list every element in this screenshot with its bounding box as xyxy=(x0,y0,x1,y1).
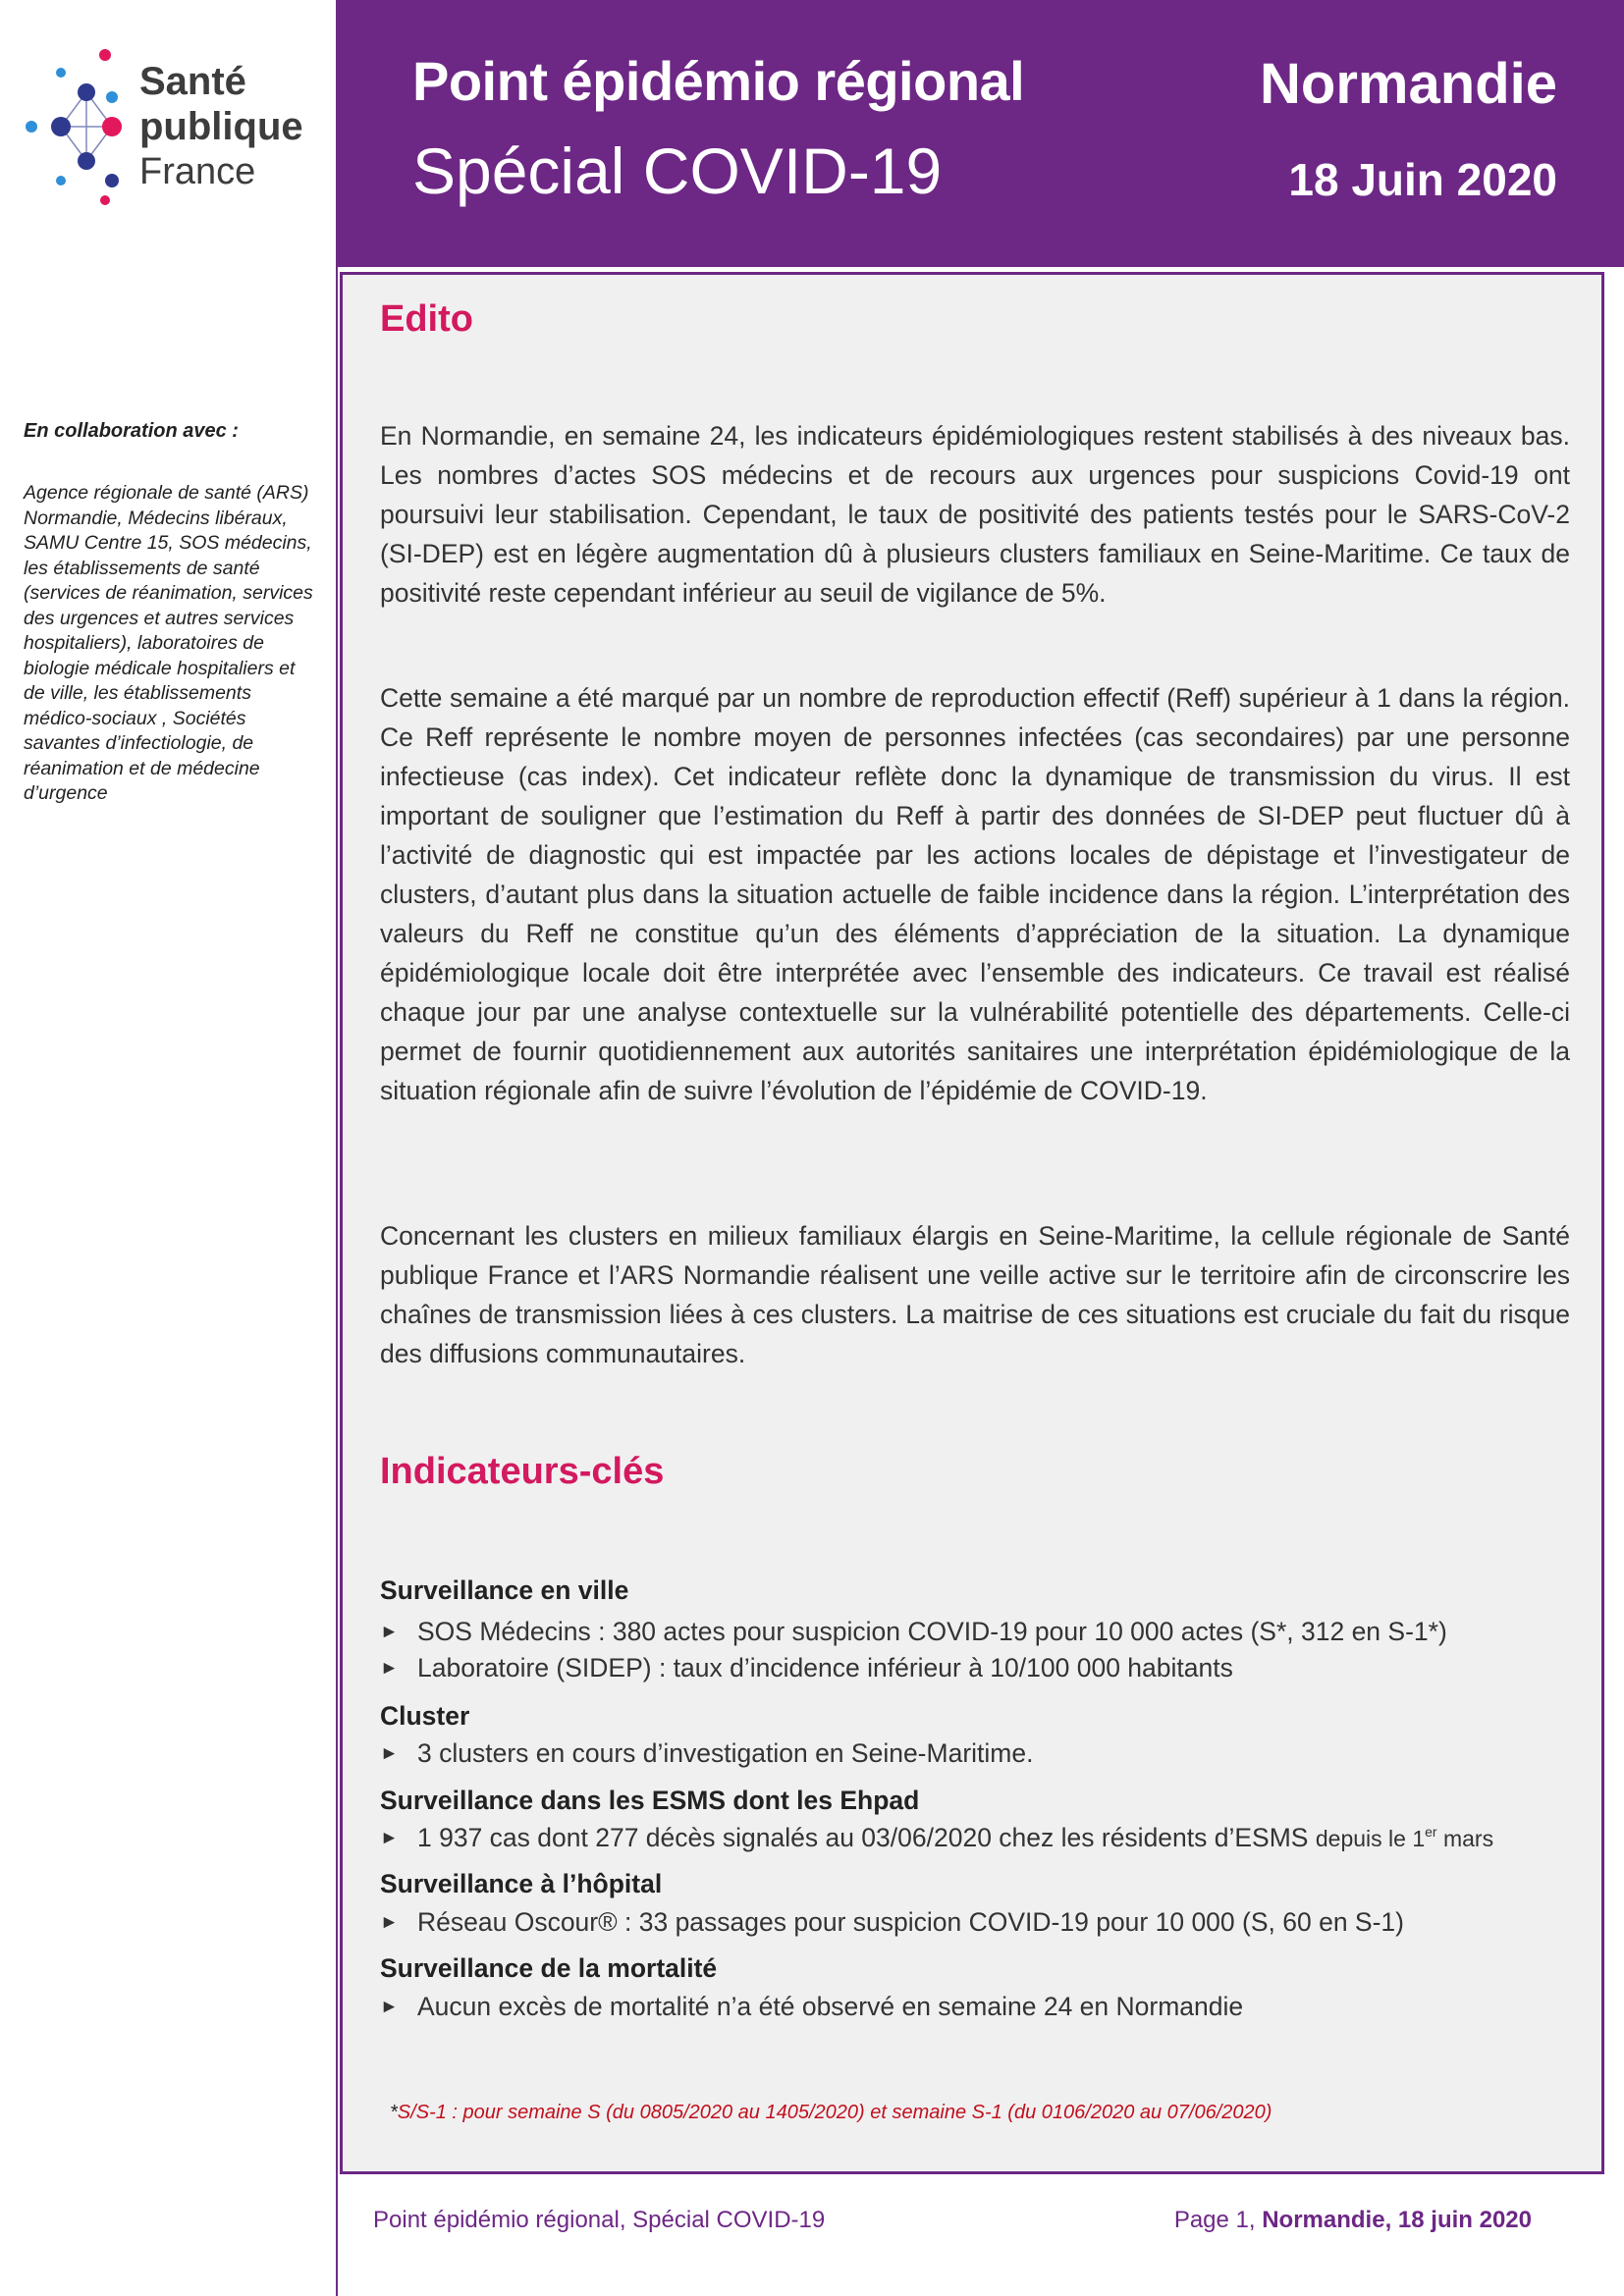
footnote-star: * xyxy=(390,2102,398,2123)
indicator-text: SOS Médecins : 380 actes pour suspicion COVID-19 pour 10 000 actes (S*, 312 en S-1*) xyxy=(417,1617,1447,1646)
indicator-text: Réseau Oscour® : 33 passages pour suspicion COVID-19 pour 10 000 (S, 60 en S-1) xyxy=(417,1907,1404,1937)
indicator-heading-ville: Surveillance en ville xyxy=(380,1575,629,1605)
bullet-arrow-icon: ► xyxy=(380,1622,399,1642)
indicator-text: 3 clusters en cours d’investigation en Seine-Maritime. xyxy=(417,1738,1034,1768)
indicator-heading-hopital: Surveillance à l’hôpital xyxy=(380,1869,663,1898)
logo-line-1: Santé xyxy=(139,60,246,103)
main-content-box xyxy=(340,272,1604,2174)
header-date: 18 Juin 2020 xyxy=(1288,154,1557,205)
indicator-heading-cluster: Cluster xyxy=(380,1701,470,1731)
indicator-item xyxy=(380,1823,1493,1853)
indicator-text: 1 937 cas dont 277 décès signalés au 03/06/2020 chez les résidents d’ESMS xyxy=(417,1823,1309,1852)
left-column xyxy=(0,0,336,2296)
collaboration-text: Agence régionale de santé (ARS) Normandie, Médecins libéraux, SAMU Centre 15, SOS médecins, les établissements de santé (services de réanimation, services des urgences et autres services hospitaliers), laboratoires de biologie médicale hospitaliers et de ville, les établissements médico-sociaux , Sociétés savantes d’infectiologie, de réanimation et de médecine d’urgence xyxy=(24,482,313,804)
edito-paragraph-1: En Normandie, en semaine 24, les indicateurs épidémiologiques restent stabilisés à des niveaux bas. Les nombres d’actes SOS médecins et de recours aux urgences pour suspicions Covid-19 ont poursuivi leur stabilisation. Cependant, le taux de positivité des patients testés pour le SARS-CoV-2 (SI-DEP) est en légère augmentation dû à plusieurs clusters familiaux en Seine-Maritime. Ce taux de positivité reste cependant inférieur au seuil de vigilance de 5%. xyxy=(380,421,1570,608)
logo-wordmark xyxy=(139,59,303,194)
footnote xyxy=(390,2102,1272,2124)
bullet-arrow-icon: ► xyxy=(380,1912,399,1933)
bullet-arrow-icon: ► xyxy=(380,1828,399,1848)
edito-title: Edito xyxy=(380,298,473,340)
indicator-text-small: depuis le 1 xyxy=(1315,1826,1426,1851)
indicator-text: Aucun excès de mortalité n’a été observé en semaine 24 en Normandie xyxy=(417,1992,1244,2021)
footer-region-date: Normandie, 18 juin 2020 xyxy=(1262,2207,1532,2233)
indicator-item xyxy=(380,1992,1243,2022)
header-region: Normandie xyxy=(1260,52,1557,116)
indicator-superscript: er xyxy=(1425,1824,1437,1841)
indicator-item xyxy=(380,1738,1033,1769)
collaboration-title: En collaboration avec : xyxy=(24,420,239,442)
indicator-heading-esms: Surveillance dans les ESMS dont les Ehpad xyxy=(380,1786,920,1815)
indicator-item xyxy=(380,1617,1447,1647)
footnote-text: S/S-1 : pour semaine S (du 0805/2020 au 1405/2020) et semaine S-1 (du 0106/2020 au 07/06/2020) xyxy=(397,2102,1272,2123)
indicators-title: Indicateurs-clés xyxy=(380,1451,665,1492)
header-subtitle: Spécial COVID-19 xyxy=(412,134,943,207)
bullet-arrow-icon: ► xyxy=(380,1997,399,2017)
logo-line-2: publique xyxy=(139,105,303,148)
page-header xyxy=(338,0,1624,267)
sante-publique-france-logo xyxy=(22,43,316,210)
column-divider xyxy=(336,0,338,2296)
logo-dots-icon xyxy=(22,43,139,210)
indicator-heading-mortalite: Surveillance de la mortalité xyxy=(380,1953,718,1983)
bullet-arrow-icon: ► xyxy=(380,1743,399,1764)
header-title: Point épidémio régional xyxy=(412,50,1025,112)
edito-paragraph-2: Cette semaine a été marqué par un nombre de reproduction effectif (Reff) supérieur à 1 dans la région. Ce Reff représente le nombre moyen de personnes infectées (cas secondaires) par une personne infectieuse (cas index). Cet indicateur reflète donc la dynamique de transmission du virus. Il est important de souligner que l’estimation du Reff à partir des données de SI-DEP peut fluctuer dû à l’activité de diagnostic qui est impactée par les actions locales de dépistage et l’investigateur de clusters, d’autant plus dans la situation actuelle de faible incidence dans la région. L’interprétation des valeurs du Reff ne constitue qu’un des éléments d’appréciation de la situation. La dynamique épidémiologique locale doit être interprétée avec l’ensemble des indicateurs. Ce travail est réalisé chaque jour par une analyse contextuelle sur la vulnérabilité potentielle des départements. Celle-ci permet de fournir quotidiennement aux autorités sanitaires une interprétation épidémiologique de la situation régionale afin de suivre l’évolution de l’épidémie de COVID-19. xyxy=(380,683,1570,1105)
indicator-text-end: mars xyxy=(1436,1826,1494,1851)
bullet-arrow-icon: ► xyxy=(380,1658,399,1679)
indicator-item xyxy=(380,1907,1404,1938)
footer-page-number: Page 1, xyxy=(1173,2207,1263,2233)
indicator-text: Laboratoire (SIDEP) : taux d’incidence inférieur à 10/100 000 habitants xyxy=(417,1653,1233,1682)
logo-line-3: France xyxy=(139,151,256,192)
footer-title: Point épidémio régional, Spécial COVID-19 xyxy=(373,2207,826,2233)
edito-paragraph-3: Concernant les clusters en milieux familiaux élargis en Seine-Maritime, la cellule régionale de Santé publique France et l’ARS Normandie réalisent une veille active sur le territoire afin de circonscrire les chaînes de transmission liées à ces clusters. La maitrise de ces situations est cruciale du fait du risque des diffusions communautaires. xyxy=(380,1221,1570,1368)
footer-page-info xyxy=(1174,2207,1532,2234)
indicator-item xyxy=(380,1653,1233,1683)
